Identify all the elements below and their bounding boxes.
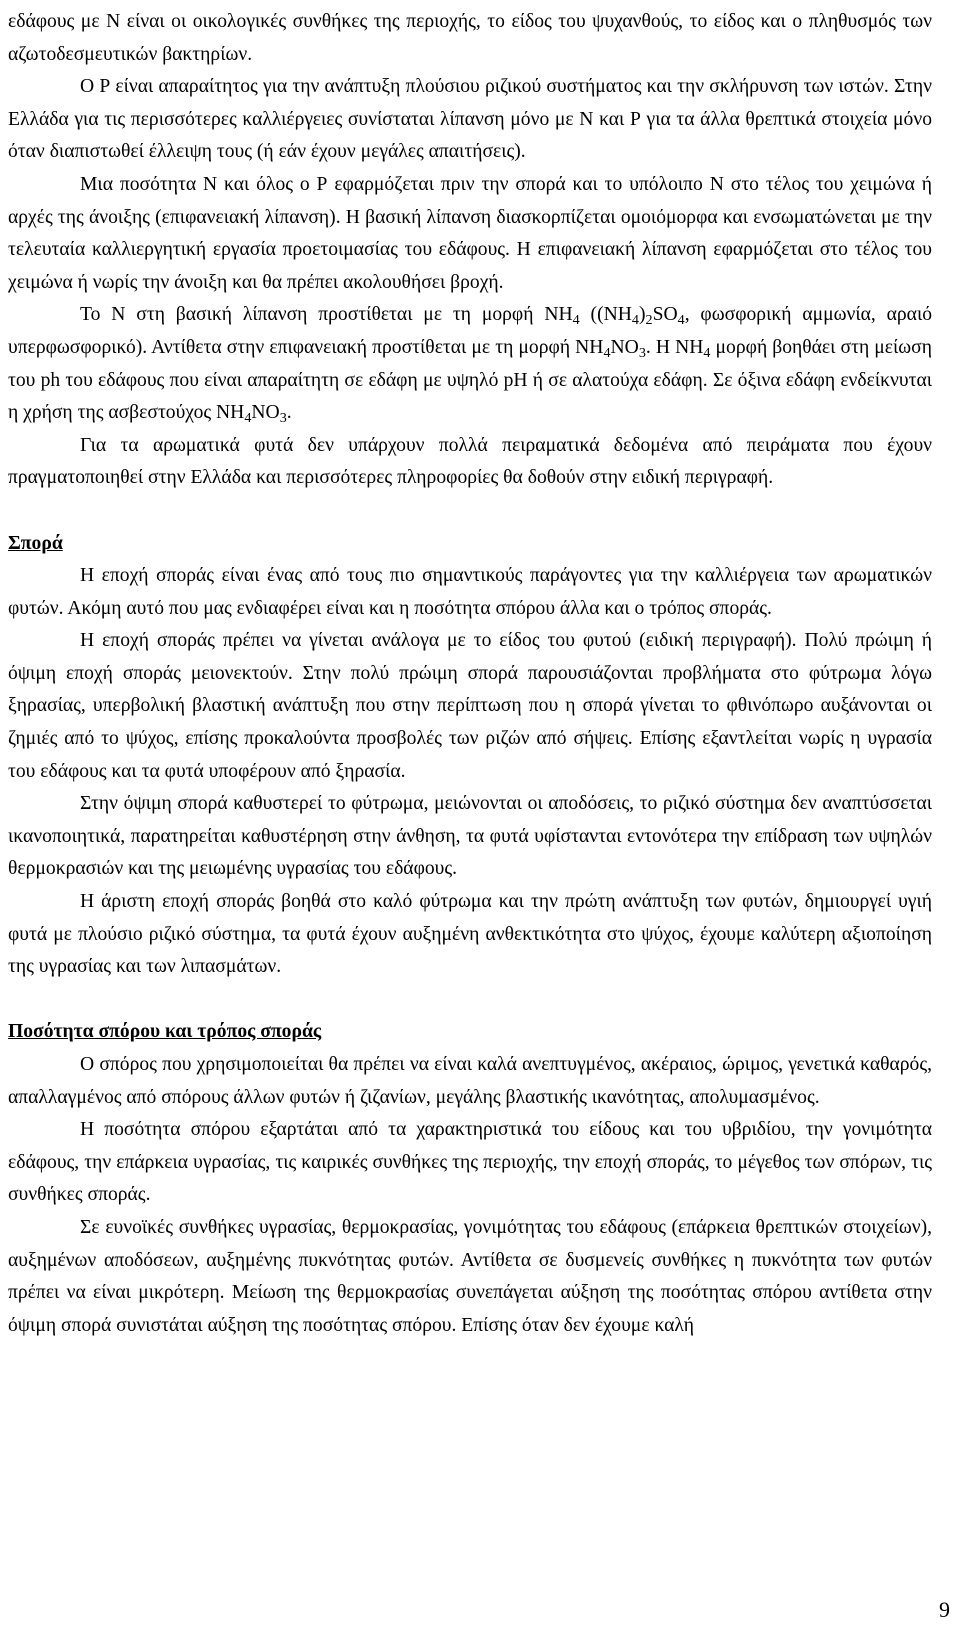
paragraph-late-sowing: Στην όψιμη σπορά καθυστερεί το φύτρωμα, μειώνονται οι αποδόσεις, το ριζικό σύστημα δεν αναπτύσσεται ικανοποιητικά, παρατηρείται καθυστέρηση στην άνθηση, τα φυτά υφίστανται εντονότερα την επίδραση των υψηλών θερμοκρασιών και της μειωμένης υγρασίας του εδάφους. [8, 793, 932, 880]
paragraph-optimal-sowing: Η άριστη εποχή σποράς βοηθά στο καλό φύτρωμα και την πρώτη ανάπτυξη των φυτών, δημιουργεί υγιή φυτά με πλούσιο ριζικό σύστημα, τα φυτά έχουν αυξημένη ανθεκτικότητα στο ψύχος, έχουμε καλύτερη αξιοποίηση της υγρασίας και των λιπασμάτων. [8, 891, 932, 978]
paragraph-nitrogen-fixation: εδάφους με Ν είναι οι οικολογικές συνθήκες της περιοχής, το είδος του ψυχανθούς, το είδος και ο πληθυσμός των αζωτοδεσμευτικών βακτηρίων. [8, 11, 932, 65]
section-heading-sowing: Σπορά [8, 532, 63, 554]
spacer [8, 495, 932, 528]
paragraph-plant-density: Σε ευνοϊκές συνθήκες υγρασίας, θερμοκρασίας, γονιμότητας του εδάφους (επάρκεια θρεπτικών στοιχείων), αυξημένων αποδόσεων, αυξημένης πυκνότητας φυτών. Αντίθετα σε δυσμενείς συνθήκες η πυκνότητα των φυτών πρέπει να είναι μικρότερη. Μείωση της θερμοκρασίας συνεπάγεται αύξηση της ποσότητας σπόρου αντίθετα στην όψιμη σπορά συνιστάται αύξηση της ποσότητας σπόρου. Επίσης όταν δεν έχουμε καλή [8, 1216, 932, 1336]
paragraph-sowing-season: Η εποχή σποράς είναι ένας από τους πιο σημαντικούς παράγοντες για την καλλιέργεια των αρωματικών φυτών. Ακόμη αυτό που μας ενδιαφέρει είναι και η ποσότητα σπόρου άλλα και ο τρόπος σποράς. [8, 565, 932, 619]
paragraph-seed-quality: Ο σπόρος που χρησιμοποιείται θα πρέπει να είναι καλά ανεπτυγμένος, ακέραιος, ώριμος, γενετικά καθαρός, απαλλαγμένος από σπόρους άλλων φυτών ή ζιζανίων, μεγάλης βλαστικής ικανότητας, απολυμασμένος. [8, 1054, 932, 1108]
paragraph-fertilizer-application: Μια ποσότητα Ν και όλος ο Ρ εφαρμόζεται πριν την σπορά και το υπόλοιπο Ν στο τέλος του χειμώνα ή αρχές της άνοιξης (επιφανειακή λίπανση). Η βασική λίπανση διασκορπίζεται ομοιόμορφα και ενσωματώνεται με την τελευταία καλλιεργητική εργασία προετοιμασίας του εδάφους. Η επιφανειακή λίπανση εφαρμόζεται στο τέλος του χειμώνα ή νωρίς την άνοιξη και θα πρέπει ακολουθήσει βροχή. [8, 173, 932, 293]
paragraph-phosphorus-role: Ο Ρ είναι απαραίτητος για την ανάπτυξη πλούσιου ριζικού συστήματος και την σκλήρυνση των ιστών. Στην Ελλάδα για τις περισσότερες καλλιέργειες συνίσταται λίπανση μόνο με Ν και Ρ για τα άλλα θρεπτικά στοιχεία μόνο όταν διαπιστωθεί έλλειψη τους (ή εάν έχουν μεγάλες απαιτήσεις). [8, 76, 932, 163]
paragraph-early-sowing: Η εποχή σποράς πρέπει να γίνεται ανάλογα με το είδος του φυτού (ειδική περιγραφή). Πολύ πρώιμη ή όψιμη εποχή σποράς μειονεκτούν. Στην πολύ πρώιμη σπορά παρουσιάζονται προβλήματα στο φύτρωμα λόγω ξηρασίας, υπερβολική βλαστική ανάπτυξη που στην περίπτωση που η σπορά γίνεται το φθινόπωρο αυξάνονται οι ζημιές από το ψύχος, επίσης προκαλούντα προσβολές των ριζών από σήψεις. Επίσης εξαντλείται νωρίς η υγρασία του εδάφους και τα φυτά υποφέρουν από ξηρασία. [8, 630, 932, 782]
paragraph-seed-quantity-factors: Η ποσότητα σπόρου εξαρτάται από τα χαρακτηριστικά του είδους και του υβριδίου, την γονιμότητα εδάφους, την επάρκεια υγρασίας, τις καιρικές συνθήκες της περιοχής, την εποχή σποράς, το μέγεθος των σπόρων, τις συνθήκες σποράς. [8, 1119, 932, 1206]
page-number: 9 [939, 1597, 950, 1622]
section-heading-seed-quantity: Ποσότητα σπόρου και τρόπος σποράς [8, 1021, 322, 1043]
document-page [8, 6, 932, 1342]
paragraph-nitrogen-forms: Το Ν στη βασική λίπανση προστίθεται με τη μορφή $NH_4$ ($(NH_4)_2SO_4$, φωσφορική αμμωνία, αραιό υπερφωσφορικό). Αντίθετα στην επιφανειακή προστίθεται με τη μορφή $NH_4NO_3$. Η $NH_4$ μορφή βοηθάει στη μείωση του ph του εδάφους που είναι απαραίτητη σε εδάφη με υψηλό pH ή σε αλατούχα εδάφη. Σε όξινα εδάφη ενδείκνυται η χρήση της ασβεστούχος $NH_4NO_3$. [8, 304, 933, 427]
spacer [8, 984, 932, 1017]
paragraph-aromatic-plants-data: Για τα αρωματικά φυτά δεν υπάρχουν πολλά πειραματικά δεδομένα από πειράματα που έχουν πραγματοποιηθεί στην Ελλάδα και περισσότερες πληροφορίες θα δοθούν στην ειδική περιγραφή. [8, 434, 932, 489]
